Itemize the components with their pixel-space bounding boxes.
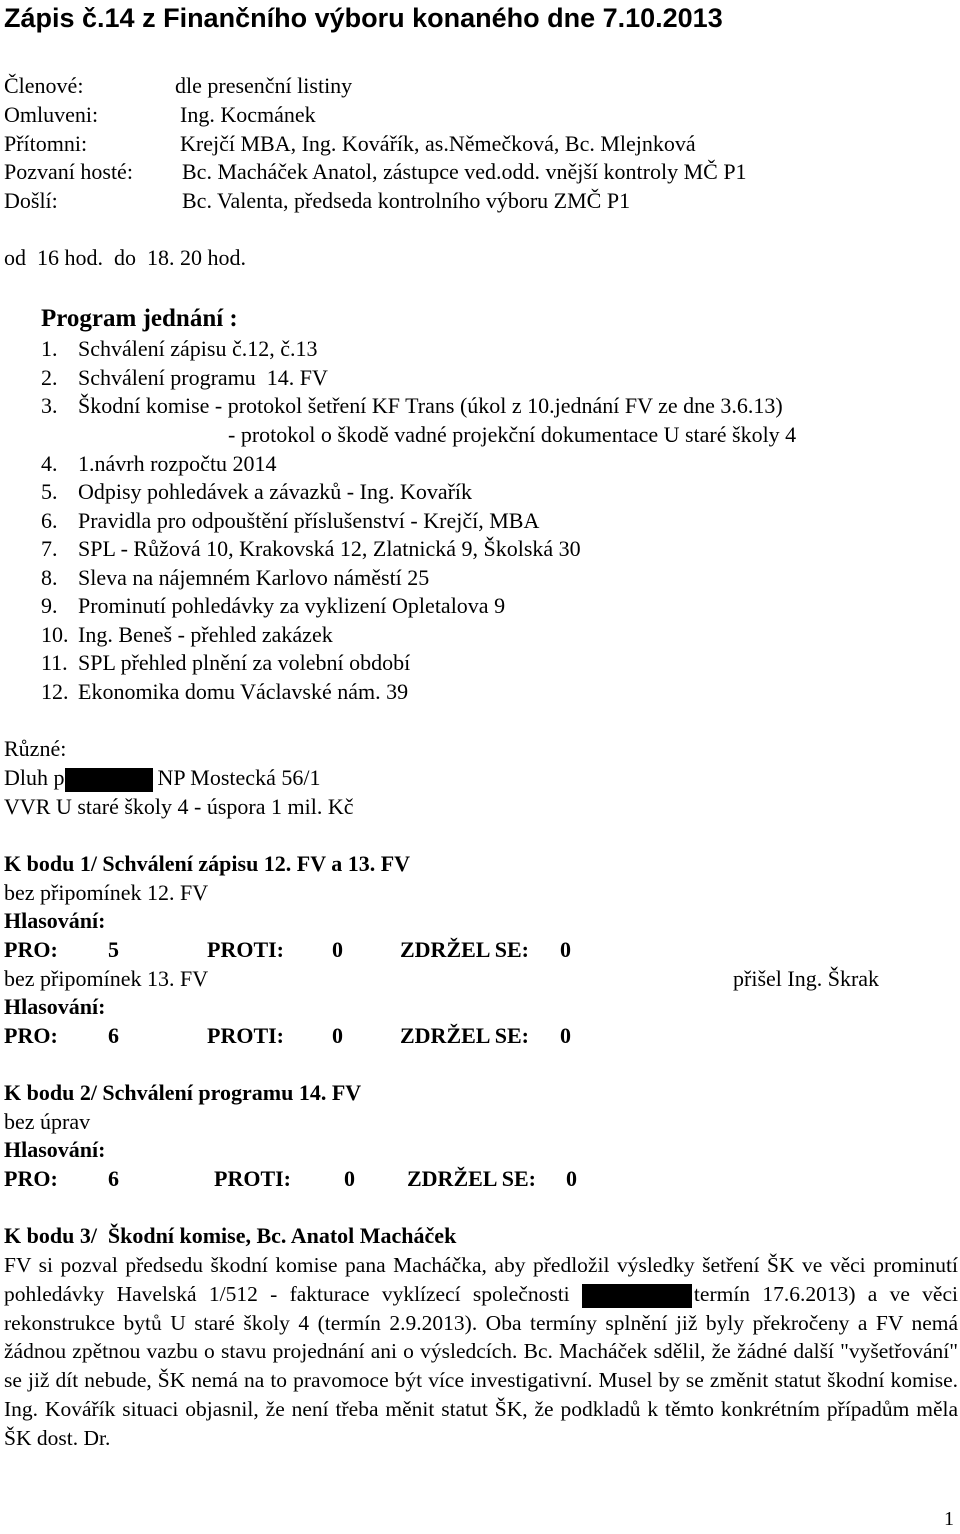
vote-pro-label: PRO: [4, 1166, 58, 1191]
header-label-pozvani: Pozvaní hosté: [4, 159, 133, 184]
program-item-text: Ing. Beneš - přehled zakázek [78, 622, 333, 647]
vote-proti-value: 0 [332, 1023, 343, 1048]
vote-zdrzel-value: 0 [560, 1023, 571, 1048]
program-item-text: Odpisy pohledávek a závazků - Ing. Kovařík [78, 479, 473, 504]
header-label-pritomni: Přítomni: [4, 131, 88, 156]
bod1-note-2: bez připomínek 13. FV [4, 966, 209, 991]
program-item-text: Pravidla pro odpouštění příslušenství - Krejčí, MBA [78, 508, 540, 533]
program-item-num: 9. [41, 593, 58, 618]
vote-pro-value: 6 [108, 1166, 119, 1191]
header-value-omluveni: Ing. Kocmánek [180, 102, 316, 127]
redaction-box [582, 1284, 692, 1308]
program-item-num: 8. [41, 565, 58, 590]
vote-proti-label: PROTI: [207, 937, 284, 962]
program-item-text: Prominutí pohledávky za vyklizení Opletalova 9 [78, 593, 506, 618]
vote-zdrzel-label: ZDRŽEL SE: [400, 1023, 529, 1048]
vote-pro-value: 5 [108, 937, 119, 962]
program-item-num: 5. [41, 479, 58, 504]
bod2-note: bez úprav [4, 1109, 91, 1134]
header-label-omluveni: Omluveni: [4, 102, 99, 127]
program-item-subtext: - protokol o škodě vadné projekční dokumentace U staré školy 4 [228, 422, 797, 447]
program-item-text: Schválení zápisu č.12, č.13 [78, 336, 318, 361]
bod3-paragraph-part-1: FV si pozval předsedu škodní komise pana Macháčka, aby předložil výsledky šetření ŠK ve věci prominutí pohledávky Havelská 1/512 - fakturace vyklízecí společnosti [4, 1253, 958, 1306]
meeting-time: od 16 hod. do 18. 20 hod. [4, 245, 246, 270]
header-value-dosli: Bc. Valenta, předseda kontrolního výboru ZMČ P1 [182, 188, 631, 213]
program-item-num: 11. [41, 650, 68, 675]
program-item-num: 3. [41, 393, 58, 418]
header-label-dosli: Došlí: [4, 188, 58, 213]
voting-label: Hlasování: [4, 908, 106, 933]
program-item-num: 6. [41, 508, 58, 533]
program-item-num: 1. [41, 336, 58, 361]
ruzne-line-2: VVR U staré školy 4 - úspora 1 mil. Kč [4, 794, 354, 819]
program-item-text: 1.návrh rozpočtu 2014 [78, 451, 277, 476]
ruzne-line-1-after: NP Mostecká 56/1 [157, 765, 321, 790]
bod1-side-note: přišel Ing. Škrak [733, 966, 880, 991]
redaction-box [65, 768, 153, 792]
program-item-text: Ekonomika domu Václavské nám. 39 [78, 679, 409, 704]
program-item-num: 4. [41, 451, 58, 476]
document-title: Zápis č.14 z Finančního výboru konaného dne 7.10.2013 [4, 3, 723, 33]
bod1-heading: K bodu 1/ Schválení zápisu 12. FV a 13. FV [4, 851, 411, 876]
program-item-text: Schválení programu 14. FV [78, 365, 328, 390]
program-item-text: SPL - Růžová 10, Krakovská 12, Zlatnická 9, Školská 30 [78, 536, 581, 561]
program-item-text: Škodní komise - protokol šetření KF Trans (úkol z 10.jednání FV ze dne 3.6.13) [78, 393, 783, 418]
program-heading: Program jednání : [41, 305, 238, 332]
vote-proti-label: PROTI: [214, 1166, 291, 1191]
bod1-note-1: bez připomínek 12. FV [4, 880, 209, 905]
header-value-pozvani: Bc. Macháček Anatol, zástupce ved.odd. vnější kontroly MČ P1 [182, 159, 747, 184]
ruzne-heading: Různé: [4, 736, 67, 761]
program-item-num: 2. [41, 365, 58, 390]
program-item-num: 10. [41, 622, 69, 647]
vote-pro-label: PRO: [4, 1023, 58, 1048]
vote-pro-value: 6 [108, 1023, 119, 1048]
vote-zdrzel-label: ZDRŽEL SE: [407, 1166, 536, 1191]
header-value-pritomni: Krejčí MBA, Ing. Kovářík, as.Němečková, Bc. Mlejnková [180, 131, 696, 156]
vote-proti-label: PROTI: [207, 1023, 284, 1048]
bod3-heading: K bodu 3/ Škodní komise, Bc. Anatol Macháček [4, 1223, 457, 1248]
header-label-clenove: Členové: [4, 73, 84, 98]
page-number: 1 [944, 1508, 954, 1530]
vote-proti-value: 0 [344, 1166, 355, 1191]
vote-zdrzel-value: 0 [560, 937, 571, 962]
header-value-clenove: dle presenční listiny [175, 73, 353, 98]
vote-zdrzel-value: 0 [566, 1166, 577, 1191]
program-item-text: Sleva na nájemném Karlovo náměstí 25 [78, 565, 430, 590]
bod3-paragraph [4, 1251, 958, 1453]
program-item-num: 7. [41, 536, 58, 561]
voting-label: Hlasování: [4, 994, 106, 1019]
vote-proti-value: 0 [332, 937, 343, 962]
ruzne-line-1-before: Dluh p [4, 765, 65, 790]
voting-label: Hlasování: [4, 1137, 106, 1162]
program-item-text: SPL přehled plnění za volební období [78, 650, 411, 675]
vote-zdrzel-label: ZDRŽEL SE: [400, 937, 529, 962]
ruzne-line-1 [4, 764, 320, 792]
bod2-heading: K bodu 2/ Schválení programu 14. FV [4, 1080, 362, 1105]
vote-pro-label: PRO: [4, 937, 58, 962]
program-item-num: 12. [41, 679, 69, 704]
bod3-paragraph-part-2: termín 17.6.2013) a ve věci rekonstrukce bytů U staré školy 4 (termín 2.9.2013). Oba termíny splnění již byly překročeny a FV nemá žádnou zpětnou vazbu o stavu projednání ani o výsledcích. Bc. Macháček sdělil, že žádné další "vyšetřování" se již dít nebude, ŠK nemá na to pravomoce být více investigativní. Musel by se změnit statut škodní komise. Ing. Kovářík situaci objasnil, že není třeba měnit statut ŠK, že podkladů k těmto konkrétním případům měla ŠK dost. Dr. [4, 1281, 958, 1450]
